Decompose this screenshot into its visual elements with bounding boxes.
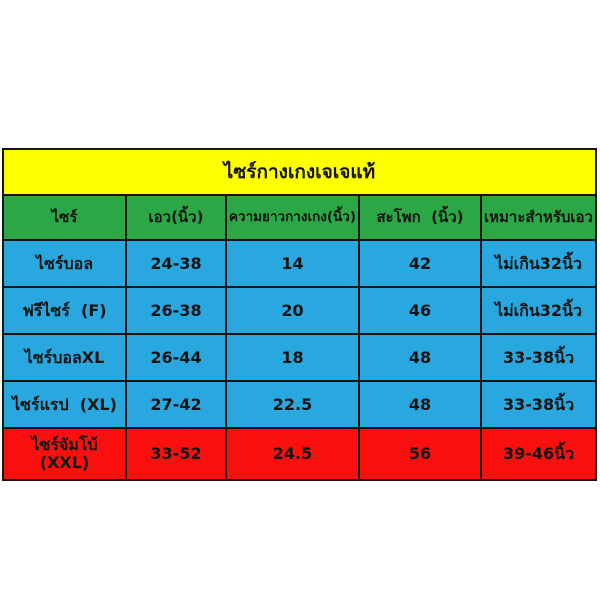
- table-cell-length: 22.5: [225, 382, 358, 427]
- table-cell-length: 20: [225, 288, 358, 333]
- size-chart-table: [2, 148, 597, 481]
- table-cell-hip: 56: [358, 429, 480, 479]
- table-cell-fit: 33-38นิ้ว: [480, 335, 595, 380]
- column-header-length: ความยาวกางเกง(นิ้ว): [225, 196, 358, 239]
- table-row: [4, 333, 595, 380]
- table-row: [4, 427, 595, 479]
- table-row: [4, 286, 595, 333]
- table-cell-length: 18: [225, 335, 358, 380]
- header-row: [4, 194, 595, 239]
- table-cell-fit: 33-38นิ้ว: [480, 382, 595, 427]
- table-cell-fit: ไม่เกิน32นิ้ว: [480, 241, 595, 286]
- table-cell-hip: 48: [358, 382, 480, 427]
- table-cell-size: ไซร์บอล: [35, 253, 94, 273]
- table-cell-length: 14: [225, 241, 358, 286]
- table-cell-waist: 26-44: [125, 335, 225, 380]
- table-cell-hip: 42: [358, 241, 480, 286]
- table-row: [4, 380, 595, 427]
- column-header-fit: เหมาะสำหรับเอว: [480, 196, 595, 239]
- column-header-size: ไซร์: [51, 208, 78, 227]
- table-cell-waist: 33-52: [125, 429, 225, 479]
- table-cell-fit: 39-46นิ้ว: [480, 429, 595, 479]
- table-cell-waist: 24-38: [125, 241, 225, 286]
- column-header-waist: เอว(นิ้ว): [125, 196, 225, 239]
- table-cell-hip: 48: [358, 335, 480, 380]
- table-cell-size: ไซร์จัมโบ้ (XXL): [31, 435, 109, 472]
- table-cell-size: ฟรีไซร์ (F): [22, 300, 107, 320]
- table-cell-waist: 26-38: [125, 288, 225, 333]
- table-cell-length: 24.5: [225, 429, 358, 479]
- table-cell-hip: 46: [358, 288, 480, 333]
- table-cell-waist: 27-42: [125, 382, 225, 427]
- table-row: [4, 239, 595, 286]
- table-cell-fit: ไม่เกิน32นิ้ว: [480, 288, 595, 333]
- table-title: ไซร์กางเกงเจเจแท้: [223, 160, 376, 183]
- column-header-hip: สะโพก (นิ้ว): [358, 196, 480, 239]
- table-cell-size: ไซร์บอลXL: [24, 347, 105, 367]
- title-row: [4, 150, 595, 194]
- table-cell-size: ไซร์แรป (XL): [12, 394, 117, 414]
